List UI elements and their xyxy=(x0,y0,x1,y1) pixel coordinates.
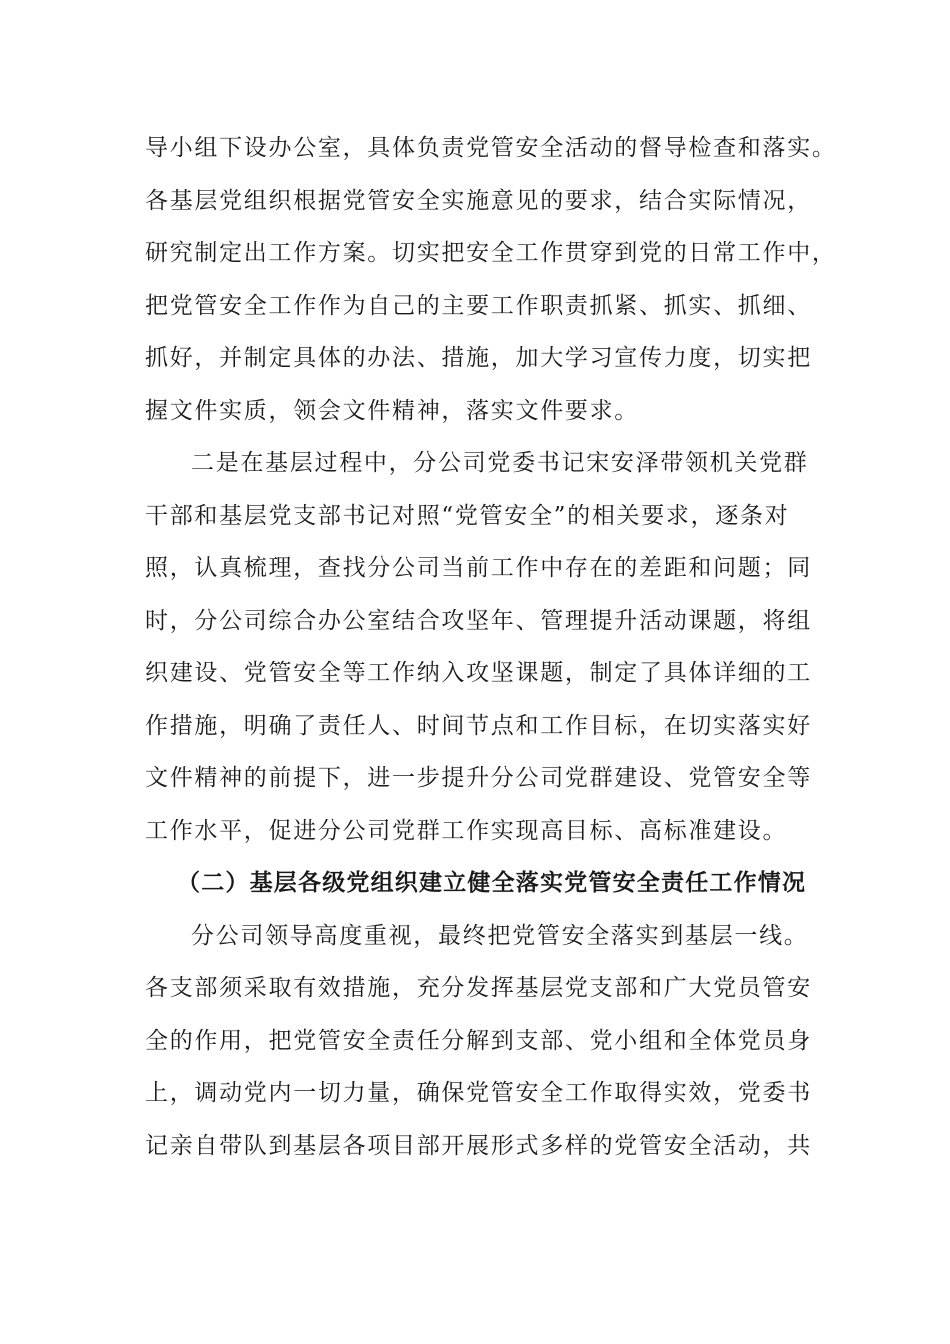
text-line: 各基层党组织根据党管安全实施意见的要求，结合实际情况， xyxy=(145,187,812,214)
paragraph-continuation xyxy=(145,122,837,437)
text-line: 干部和基层党支部书记对照“党管安全”的相关要求，逐条对 xyxy=(145,502,790,529)
document-body xyxy=(145,122,837,1172)
text-line: 时，分公司综合办公室结合攻坚年、管理提升活动课题，将组 xyxy=(145,607,812,634)
paragraph-section-body xyxy=(145,910,812,1173)
text-line: 握文件实质，领会文件精神，落实文件要求。 xyxy=(145,397,639,424)
text-line: 二是在基层过程中，分公司党委书记宋安泽带领机关党群 xyxy=(191,450,809,476)
text-line: 全的作用，把党管安全责任分解到支部、党小组和全体党员身 xyxy=(145,1027,812,1054)
text-line: 各支部须采取有效措施，充分发挥基层党支部和广大党员管安 xyxy=(145,975,812,1001)
text-line: 导小组下设办公室，具体负责党管安全活动的督导检查和落实。 xyxy=(145,135,837,161)
text-line: 文件精神的前提下，进一步提升分公司党群建设、党管安全等 xyxy=(145,765,812,791)
section-heading-text: （二）基层各级党组织建立健全落实党管安全责任工作情况 xyxy=(177,869,807,896)
section-heading xyxy=(145,857,805,910)
text-line: 上，调动党内一切力量，确保党管安全工作取得实效，党委书 xyxy=(145,1080,812,1106)
text-line: 抓好，并制定具体的办法、措施，加大学习宣传力度，切实把 xyxy=(145,345,812,371)
text-line: 照，认真梳理，查找分公司当前工作中存在的差距和问题；同 xyxy=(145,555,812,581)
text-line: 研究制定出工作方案。切实把安全工作贯穿到党的日常工作中， xyxy=(145,240,837,266)
text-line: 记亲自带队到基层各项目部开展形式多样的党管安全活动，共 xyxy=(145,1132,812,1159)
text-line: 把党管安全工作作为自己的主要工作职责抓紧、抓实、抓细、 xyxy=(145,292,812,319)
paragraph-second-point xyxy=(145,437,812,857)
text-line: 工作水平，促进分公司党群工作实现高目标、高标准建设。 xyxy=(145,817,788,844)
text-line: 织建设、党管安全等工作纳入攻坚课题，制定了具体详细的工 xyxy=(145,660,812,686)
text-line: 作措施，明确了责任人、时间节点和工作目标，在切实落实好 xyxy=(145,712,812,739)
text-line: 分公司领导高度重视，最终把党管安全落实到基层一线。 xyxy=(191,922,809,949)
